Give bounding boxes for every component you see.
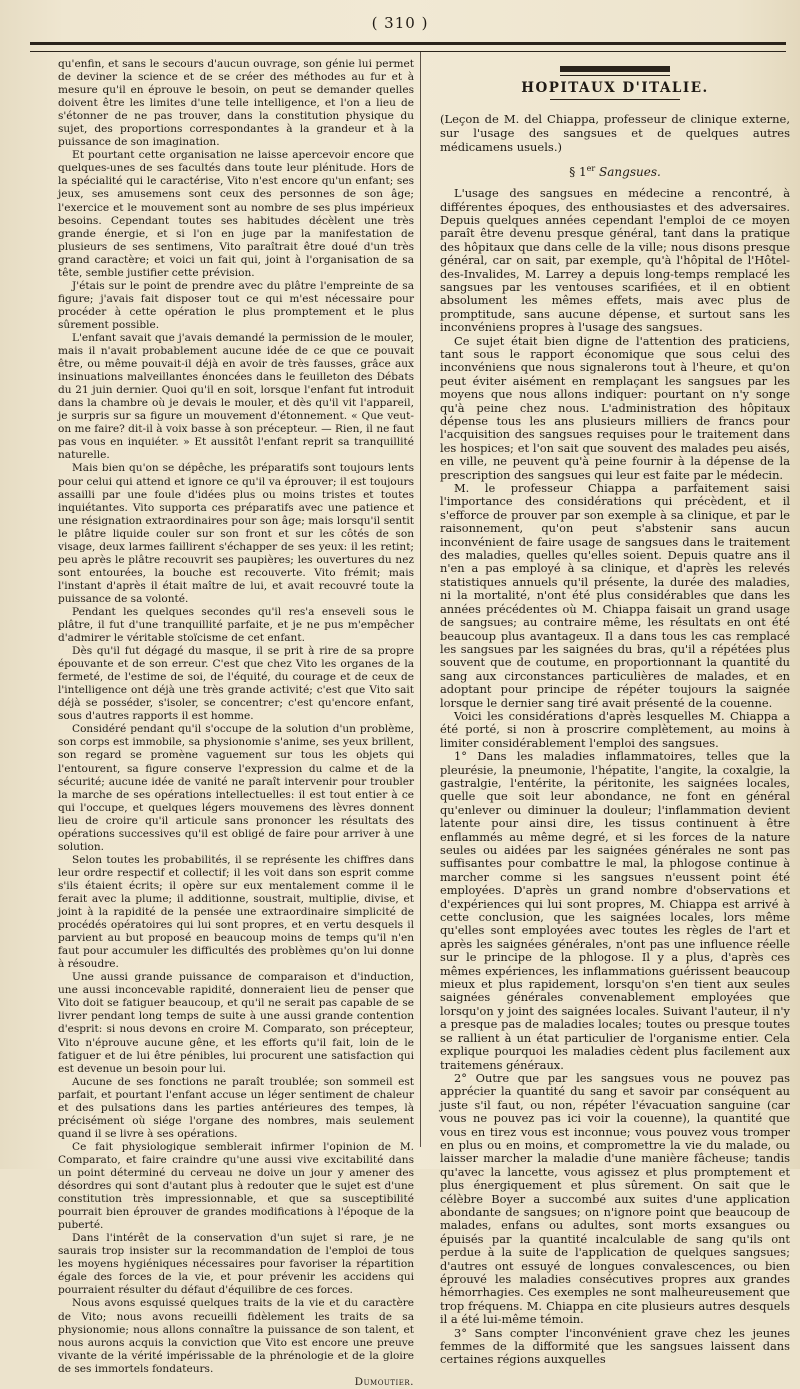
paragraph: L'usage des sangsues en médecine a rencontré, à différentes époques, des enthousiastes et des adversaires. Depuis quelques années cependant l'emploi de ce moyen paraît être devenu presque général, tant dans la pratique des hôpitaux que dans celle de la ville; nous disons presque général, car on sait, par exemple, qu'à l'hôpital de l'Hôtel-des-Invalides, M. Larrey a depuis long-temps remplacé les sangsues par les ventouses scarifiées, et il en obtient absolument les mêmes effets, mais avec plus de promptitude, sans aucune dépense, et surtout sans les inconvéniens propres à l'usage des sangsues. [440,186,790,335]
paragraph: Considéré pendant qu'il s'occupe de la solution d'un problème, son corps est immobile, sa physionomie s'anime, ses yeux brillent, son regard se promène vaguement sur tous les objets qui l'entourent, sa figure conserve l'expression du calme et de la sécurité; aucune idée de vanité ne paraît intervenir pour troubler la marche de ses opérations intellectuelles: il est tout entier à ce qui l'occupe, et quelques légers mouvemens des lèvres donnent lieu de croire qu'il articule sans prononcer les résultats des opérations successives qu'il est obligé de faire pour arriver à une solution. [58,723,414,853]
right-column [440,64,790,1367]
paragraph: Ce fait physiologique semblerait infirmer l'opinion de M. Comparato, et faire craindre qu'une aussi vive excitabilité dans un point déterminé du cerveau ne doive un jour y amener des désordres qui sont d'autant plus à redouter que le sujet est d'une constitution très impressionnable, et que sa susceptibilité pourrait bien éprouver de grandes modifications à l'époque de la puberté. [58,1140,414,1232]
paragraph: Voici les considérations d'après lesquelles M. Chiappa a été porté, si non à proscrire complètement, au moins à limiter considérablement l'emploi des sangsues. [440,708,790,750]
paragraph: Mais bien qu'on se dépêche, les préparatifs sont toujours lents pour celui qui attend et ignore ce qu'il va éprouver; il est toujours assailli par une foule d'idées plus ou moins tristes et toutes inquiétantes. Vito supporta ces préparatifs avec une patience et une résignation extraordinaires pour son âge; mais lorsqu'il sentit le plâtre liquide couler sur son front et sur les côtés de son visage, deux larmes faillirent s'échapper de ses yeux: il les retint; peu après le plâtre recouvrit ses paupières; les ouvertures du nez sont entourées, la bouche est recouverte. Vito frémit; mais l'instant d'après il était maître de lui, et avait recouvré toute la puissance de sa volonté. [58,462,414,605]
article-signature [58,1376,414,1389]
subsection-number-suffix: er [586,164,596,174]
paragraph: Pendant les quelques secondes qu'il res'a enseveli sous le plâtre, il fut d'une tranquillité parfaite, et je ne pus m'empêcher d'admirer le véritable stoïcisme de cet enfant. [58,605,414,645]
paragraph: Nous avons esquissé quelques traits de la vie et du caractère de Vito; nous avons recueilli fidèlement les traits de sa physionomie; nous allons connaître la puissance de son talent, et nous aurons acquis la conviction que Vito est encore une preuve vivante de la vérité impérissable de la phrénologie et de la gloire de ses immortels fondateurs. [58,1297,414,1375]
lecture-intro: (Leçon de M. del Chiappa, professeur de clinique externe, sur l'usage des sangsues et de quelques autres médicamens usuels.) [440,112,790,155]
paragraph: Et pourtant cette organisation ne laisse apercevoir encore que quelques-unes de ses facultés dans toute leur plénitude. Hors de la spécialité qui le caractérise, Vito n'est encore qu'un enfant; ses jeux, ses amusemens sont ceux des personnes de son âge; l'exercice et le mouvement sont au nombre de ses plus impérieux besoins. Cependant toutes ses habitudes décèlent une très grande énergie, et si l'on en juge par la manifestation de plusieurs de ses sentimens, Vito paraîtrait être doué d'un très grand caractère; et voici un fait qui, joint à l'organisation de sa tête, semble justifier cette prévision. [58,149,414,279]
header-rule [30,42,786,52]
paragraph: Ce sujet était bien digne de l'attention des praticiens, tant sous le rapport économique que sous celui des inconvéniens que nous signalerons tout à l'heure, et qu'on peut éviter aisément en remplaçant les sangsues par les moyens que nous allons indiquer: pourtant on n'y songe qu'à peine chez nous. L'administration des hôpitaux dépense tous les ans plusieurs milliers de francs pour l'acquisition des sangsues requises pour le traitement dans les hospices; et l'on sait que souvent des malades peu aisés, en ville, ne peuvent qu'à peine fournir à la dépense de la prescription des sangsues qui leur est faite par le médecin. [440,333,790,482]
paragraph: Selon toutes les probabilités, il se représente les chiffres dans leur ordre respectif et collectif; il les voit dans son esprit comme s'ils étaient écrits; il opère sur eux mentalement comme il le ferait avec la plume; il additionne, soustrait, multiplie, divise, et joint à la rapidité de la pensée une extraordinaire simplicité de procédés opératoires qui lui sont propres, et en vertu desquels il parvient au but proposé en beaucoup moins de temps qu'il n'en faut pour accumuler les difficultés des problèmes qu'on lui donne à résoudre. [58,853,414,971]
subsection-number: § 1 [569,165,587,180]
section-ornament [440,66,790,76]
paragraph: qu'enfin, et sans le secours d'aucun ouvrage, son génie lui permet de deviner la science et de se créer des méthodes au fur et à mesure qu'il en éprouve le besoin, on peut se demander quelles doivent être les limites d'une telle intelligence, et l'on a lieu de s'étonner de ne pas trouver, dans la constitution physique du sujet, des proportions correspondantes à la grandeur et à la puissance de son imagination. [58,58,414,149]
paragraph: 2° Outre que par les sangsues vous ne pouvez pas apprécier la quantité du sang et savoir par conséquent au juste s'il faut, ou non, répéter l'évacuation sanguine (car vous ne pouvez pas ici voir la couenne), la quantité que vous en tirez vous est inconnue; vous pouvez vous tromper en plus ou en moins, et compromettre la vie du malade, ou laisser marcher la maladie d'une manière fâcheuse; tandis qu'avec la lancette, vous agissez et plus promptement et plus énergiquement et plus sûrement. On sait que le célèbre Boyer a succombé aux suites d'une application abondante de sangsues; on n'ignore point que beaucoup de malades, enfans ou adultes, sont morts exsangues ou épuisés par la quantité incalculable de sang qu'ils ont perdue à la suite de l'application de quelques sangsues; d'autres ont essuyé de longues convalescences, ou bien éprouvé les maladies consécutives propres aux grandes hémorrhagies. Ces exemples ne sont malheureusement que trop fréquens. M. Chiappa en cite plusieurs autres desquels il a été lui-même témoin. [440,1070,790,1327]
subsection-title: Sangsues. [599,165,661,180]
paragraph: 1° Dans les maladies inflammatoires, telles que la pleurésie, la pneumonie, l'hépatite, l'angite, la coxalgie, la gastralgie, l'entérite, la péritonite, les saignées locales, quelle que soit leur abondance, ne font en général qu'enlever ou diminuer la douleur; l'inflammation devient latente pour ainsi dire, les tissus continuent à être enflammés au même degré, et si les forces de la nature seules ou aidées par les saignées générales ne sont pas suffisantes pour combattre le mal, la phlogose continue à marcher comme si les sangsues n'eussent point été employées. D'après un grand nombre d'observations et d'expériences qui lui sont propres, M. Chiappa est arrivé à cette conclusion, que les saignées locales, lors même qu'elles sont employées avec toutes les règles de l'art et après les saignées générales, n'ont pas une influence réelle sur le principe de la phlogose. Il y a plus, d'après ces mêmes expériences, les inflammations guérissent beaucoup mieux et plus rapidement, lorsqu'on s'en tient aux seules saignées générales convenablement employées que lorsqu'on y joint des saignées locales. Suivant l'auteur, il n'y a presque pas de maladies locales; toutes ou presque toutes se rallient à un état particulier de l'organisme entier. Cela explique pourquoi les maladies cèdent plus facilement aux traitemens généraux. [440,749,790,1072]
paragraph: Dès qu'il fut dégagé du masque, il se prit à rire de sa propre épouvante et de son erreur. C'est que chez Vito les organes de la fermeté, de l'estime de soi, de l'équité, du courage et de ceux de l'intelligence ont déjà une très grande activité; c'est que Vito sait déjà se posséder, s'isoler, se concentrer; c'est qu'encore enfant, sous d'autres rapports il est homme. [58,645,414,723]
ornament-thin-rule [560,75,670,76]
paragraph: L'enfant savait que j'avais demandé la permission de le mouler, mais il n'avait probablement aucune idée de ce que ce pouvait être, ou même pouvait-il déjà en avoir de très fausses, grâce aux insinuations malveillantes énoncées dans le feuilleton des Débats du 21 juin dernier. Quoi qu'il en soit, lorsque l'enfant fut introduit dans la chambre où je devais le mouler, et dès qu'il vit l'appareil, je surpris sur sa figure un mouvement d'étonnement. « Que veut-on me faire? dit-il à voix basse à son précepteur. — Rien, il ne faut pas vous en inquiéter. » Et aussitôt l'enfant reprit sa tranquillité naturelle. [58,331,414,462]
paragraph: Aucune de ses fonctions ne paraît troublée; son sommeil est parfait, et pourtant l'enfant accuse un léger sentiment de chaleur et des pulsations dans les parties antérieures des tempes, là précisément où siége l'organe des nombres, mais seulement quand il se livre à ses opérations. [58,1075,414,1140]
column-divider [420,52,421,1147]
section-title-rule [550,99,680,100]
paragraph: Dans l'intérêt de la conservation d'un sujet si rare, je ne saurais trop insister sur la recommandation de l'emploi de tous les moyens hygiéniques nécessaires pour favoriser la répartition égale des forces de la vie, et pour prévenir les accidens qui pourraient résulter du défaut d'équilibre de ces forces. [58,1232,414,1297]
ornament-thick-rule [560,66,670,72]
section-title: HOPITAUX D'ITALIE. [521,80,709,96]
paragraph: M. le professeur Chiappa a parfaitement saisi l'importance des considérations qui précèdent, et il s'efforce de prouver par son exemple à sa clinique, et par le raisonnement, qu'on peut s'abstenir sans aucun inconvénient de faire usage de sangsues dans le traitement des maladies, quelles qu'elles soient. Depuis quatre ans il n'en a pas employé à sa clinique, et d'après les relevés statistiques annuels qu'il présente, la durée des maladies, ni la mortalité, n'ont été plus considérables que dans les années précédentes où M. Chiappa faisait un grand usage de sangsues; au contraire même, les résultats en ont été beaucoup plus avantageux. Il a dans tous les cas remplacé les sangsues par les saignées du bras, qu'il a répétées plus souvent que de coutume, en proportionnant la quantité du sang aux circonstances particulières de malades, et en adoptant pour principe de répéter toujours la saignée lorsque le dernier sang tiré avait présenté de la couenne. [440,481,790,710]
paragraph: Une aussi grande puissance de comparaison et d'induction, une aussi inconcevable rapidité, donneraient lieu de penser que Vito doit se fatiguer beaucoup, et qu'il ne serait pas capable de se livrer pendant long temps de suite à une aussi grande contention d'esprit: si nous devons en croire M. Comparato, son précepteur, Vito n'éprouve aucune gêne, et les efforts qu'il fait, loin de le fatiguer et de lui être pénibles, lui procurent une satisfaction qui est devenue un besoin pour lui. [58,971,414,1075]
subsection-heading [440,162,790,179]
paragraph: J'étais sur le point de prendre avec du plâtre l'empreinte de sa figure; j'avais fait disposer tout ce qui m'est nécessaire pour procéder à cette opération le plus promptement et le plus sûrement possible. [58,279,414,331]
left-column [58,58,414,1388]
signature-text: Dumoutier. [354,1375,414,1388]
page-number: ( 310 ) [371,14,429,32]
paragraph: 3° Sans compter l'inconvénient grave chez les jeunes femmes de la difformité que les sangsues laissent dans certaines régions auxquelles [440,1325,790,1367]
